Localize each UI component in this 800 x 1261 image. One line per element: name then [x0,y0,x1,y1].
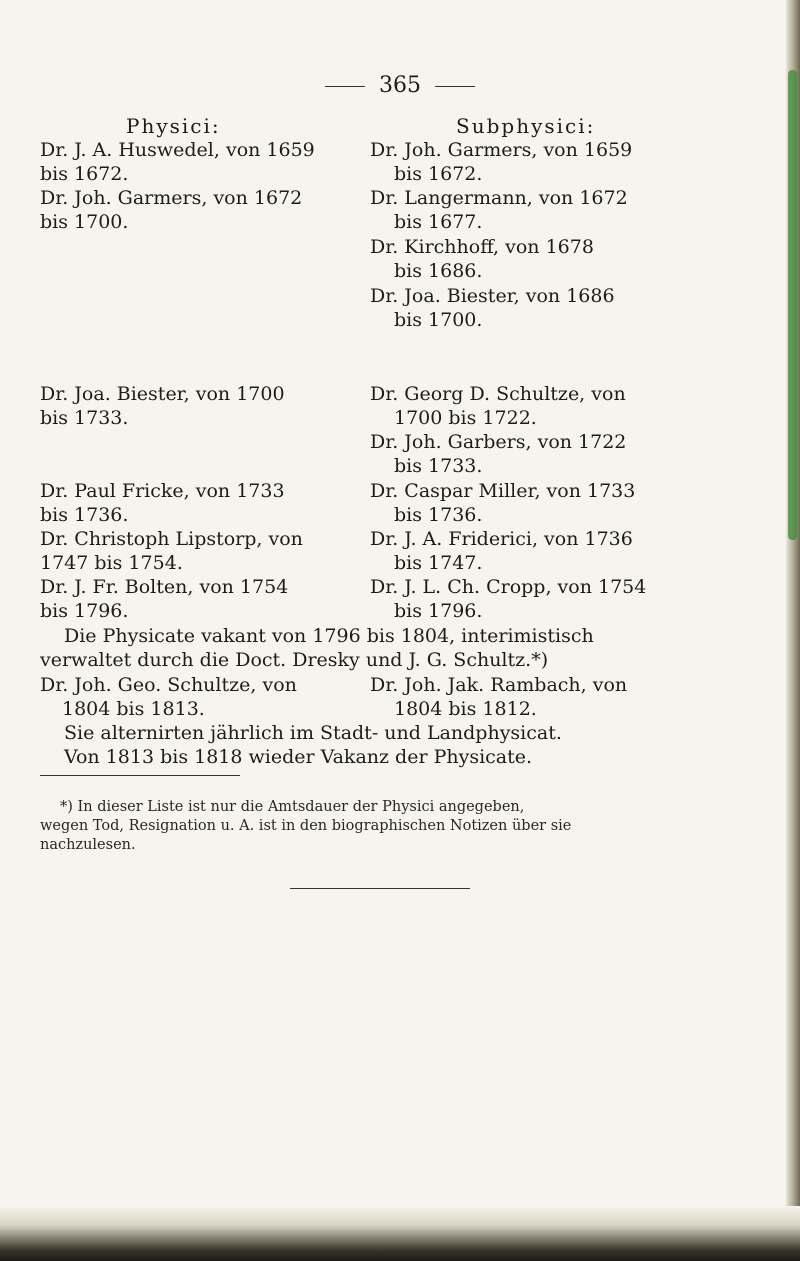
subphysici-entry: Dr. Caspar Miller, von 1733 bis 1736. [370,480,636,526]
subphysici-entry: Dr. Georg D. Schultze, von 1700 bis 1722. [370,383,626,429]
physici-entry: Dr. J. A. Huswedel, von 1659 bis 1672. [40,139,315,185]
subphysici-entry: Dr. Langermann, von 1672 bis 1677. [370,187,628,233]
footnote-divider [40,775,240,776]
alternation-line: Sie alternirten jährlich im Stadt- und Landphysicat. [64,722,562,744]
subphysici-entry: Dr. J. L. Ch. Cropp, von 1754 bis 1796. [370,576,647,622]
closing-rule [290,888,470,889]
subphysici-entry: Dr. Joh. Garbers, von 1722 bis 1733. [370,431,627,477]
physici-entry: Dr. Paul Fricke, von 1733 bis 1736. [40,480,285,526]
book-page: 365 Physici: Subphysici: Dr. J. A. Huswedel, von 1659 bis 1672. Dr. Joh. Garmers, von 1672 bis 1700. Dr. Joa. Biester, von 1700 bis 1733. Dr. Paul Fricke, von 1733 bis 1736. Dr. Christoph Lipstorp, von 1747 bis 1754. Dr. J. Fr. Bolten, von 1754 bis 1796. Dr. Joh. Garmers, von 1659 bis 1672. Dr. Langermann, von 1672 bis 1677. Dr. Kirchhoff, von 1678 bis 1686. Dr. Joa. Biester, von 1686 bis 1700. Dr. Georg D. Schultze, von 1700 bis 1722. Dr. Joh. Garbers, von 1722 bis 1733. Dr. Caspar Miller, von 1733 bis 1736. Dr. J. A. Friderici, von 1736 bis 1747. Dr. J. L. Ch. Cropp, von 1754 bis 1796. Die Physicate vakant von 1796 bis 1804, interimistisch verwaltet durch die Doct. Dresky und J. G. Schultz.*) Dr. Joh. Geo. Schultze, von 1804 bis 1813. Dr. Joh. Jak. Rambach, von 1804 bis 1812. Sie alternirten jährlich im Stadt- und Landphysicat. Von 1813 bis 1818 wieder Vakanz der Physicate. *) In dieser Liste ist nur die Amtsdauer der Physici angegeben, wegen Tod, Resignation u. A. ist in den biographischen Notizen über sie nachzulesen. [0,0,800,1261]
subphysici-entry: Dr. Joh. Garmers, von 1659 bis 1672. [370,139,633,185]
left-column-heading: Physici: [126,114,221,138]
physici-entry: Dr. J. Fr. Bolten, von 1754 bis 1796. [40,576,289,622]
header-dash-left [325,86,365,87]
vacancy-note: Die Physicate vakant von 1796 bis 1804, interimistisch verwaltet durch die Doct. Dresky und J. G. Schultz.*) [40,625,594,671]
physici-entry: Dr. Joa. Biester, von 1700 bis 1733. [40,383,285,429]
page-number-header [0,73,800,98]
header-dash-right [435,86,475,87]
footnote: *) In dieser Liste ist nur die Amtsdauer der Physici angegeben, wegen Tod, Resignation u. A. ist in den biographischen Notizen über sie nachzulesen. [40,799,572,853]
spine-tab-marker [788,70,797,540]
subphysici-entry: Dr. Kirchhoff, von 1678 bis 1686. [370,236,594,282]
page-number: 365 [379,73,421,98]
scan-bottom-shadow [0,1206,800,1261]
right-column-heading: Subphysici: [456,114,596,138]
subphysici-entry: Dr. Joa. Biester, von 1686 bis 1700. [370,285,615,331]
later-vacancy-line: Von 1813 bis 1818 wieder Vakanz der Physicate. [64,746,533,768]
physici-entry: Dr. Joh. Garmers, von 1672 bis 1700. [40,187,303,233]
physici-entry: Dr. Christoph Lipstorp, von 1747 bis 1754. [40,528,303,574]
subphysici-entry: Dr. J. A. Friderici, von 1736 bis 1747. [370,528,633,574]
